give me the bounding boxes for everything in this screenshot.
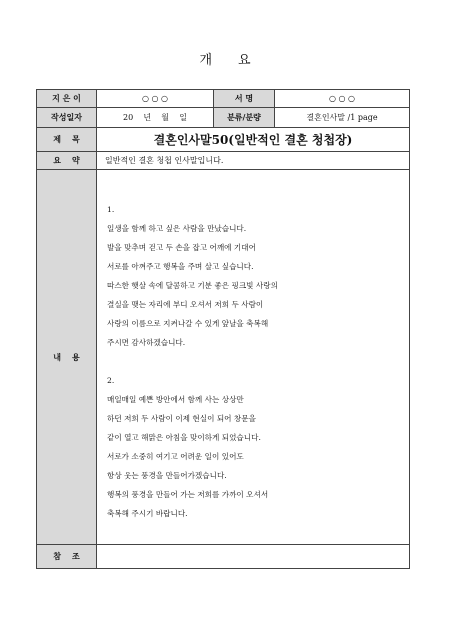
content-label: 내 용: [37, 170, 97, 545]
section-2-number: 2.: [107, 376, 115, 385]
overview-table: [36, 89, 410, 569]
section-2-line: 같이 열고 해맑은 아침을 맞이하게 되었습니다.: [107, 433, 261, 442]
section-1-line: 따스한 햇살 속에 달콤하고 기분 좋은 핑크빛 사랑의: [107, 281, 278, 290]
section-1-line: 일생을 함께 하고 싶은 사람을 만났습니다.: [107, 224, 247, 233]
document-title: 결혼인사말50(일반적인 결혼 청첩장): [97, 128, 410, 152]
author-label: 지 은 이: [37, 90, 97, 108]
summary-value: 일반적인 결혼 청첩 인사말입니다.: [97, 152, 410, 170]
page-title: [0, 49, 450, 68]
section-2-line: 하던 저희 두 사람이 이제 현실이 되어 창문을: [107, 414, 256, 423]
paragraph-spacer: [107, 352, 409, 371]
page-title-left: 개: [199, 53, 212, 68]
category-value: 결혼인사말 /1 page: [275, 108, 410, 128]
summary-label: 요 약: [37, 152, 97, 170]
section-1-line: 서로를 아껴주고 행복을 주며 살고 싶습니다.: [107, 262, 254, 271]
author-value: ○ ○ ○: [97, 90, 214, 108]
section-1-line: 발을 맞추며 걷고 두 손을 잡고 어깨에 기대어: [107, 243, 256, 252]
section-2-line: 항상 웃는 풍경을 만들어가겠습니다.: [107, 471, 227, 480]
section-1-number: 1.: [107, 205, 115, 214]
section-1-line: 사랑의 이름으로 지켜나갈 수 있게 앞날을 축복해: [107, 319, 269, 328]
section-1-line: 주시면 감사하겠습니다.: [107, 338, 186, 347]
date-label: 작성일자: [37, 108, 97, 128]
page-title-right: 요: [238, 53, 251, 68]
reference-value: [97, 545, 410, 569]
section-2-line: 행복의 풍경을 만들어 가는 저희를 가까이 오셔서: [107, 490, 269, 499]
sign-label: 서 명: [214, 90, 275, 108]
reference-label: 참 조: [37, 545, 97, 569]
date-value: 20 년 월 일: [97, 108, 214, 128]
section-2-line: 매일매일 예쁜 방안에서 함께 사는 상상만: [107, 395, 244, 404]
content-body: [97, 170, 410, 545]
category-label: 분류/분량: [214, 108, 275, 128]
section-1-line: 결실을 맺는 자리에 부디 오셔서 저희 두 사람이: [107, 300, 264, 309]
section-2-line: 서로가 소중히 여기고 어려운 일이 있어도: [107, 452, 244, 461]
subject-label: 제 목: [37, 128, 97, 152]
section-2-line: 축복해 주시기 바랍니다.: [107, 509, 188, 518]
sign-value: ○ ○ ○: [275, 90, 410, 108]
